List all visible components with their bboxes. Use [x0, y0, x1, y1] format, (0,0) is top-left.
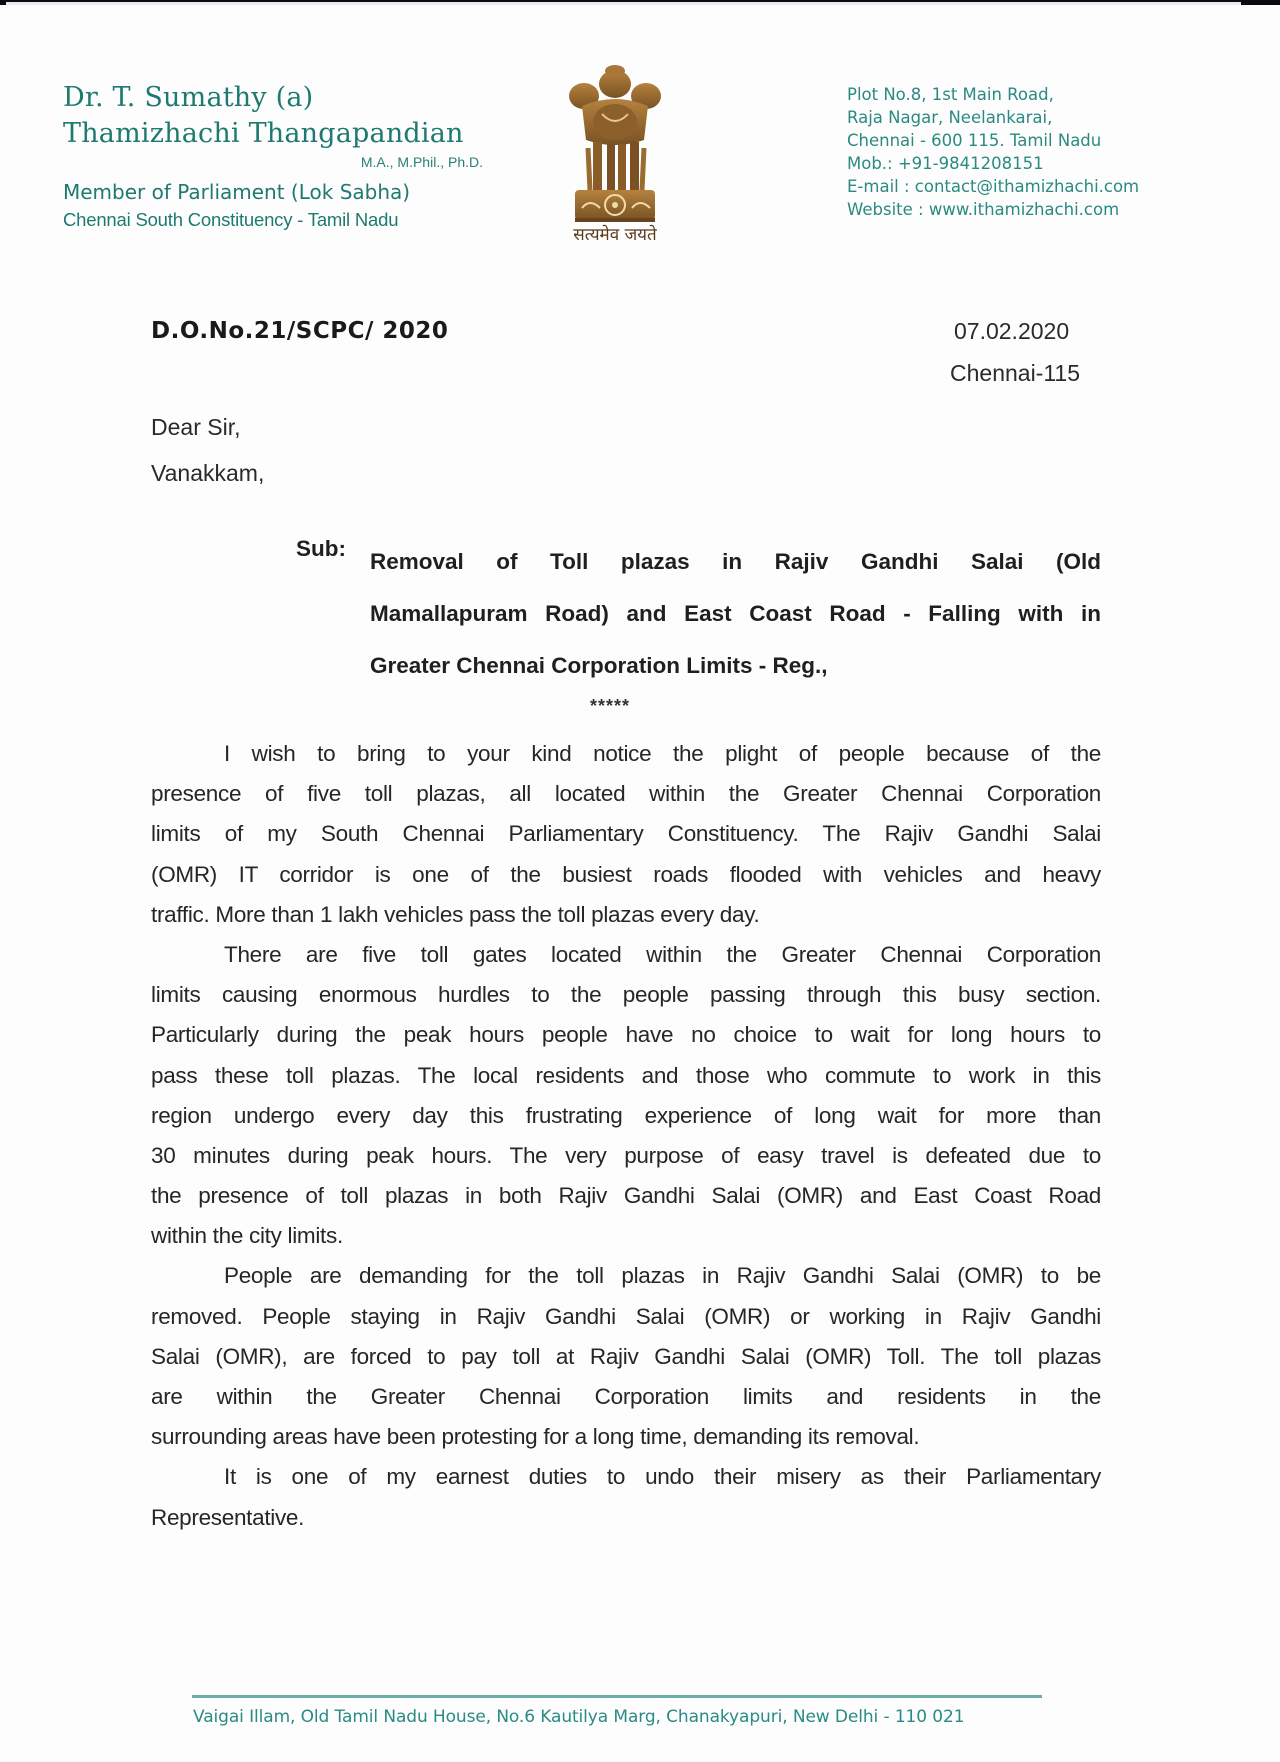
- body-line: the presence of toll plazas in both Rajiv Gandhi Salai (OMR) and East Coast Road: [151, 1183, 1101, 1209]
- body-line: limits causing enormous hurdles to the people passing through this busy section.: [151, 982, 1101, 1008]
- body-line: pass these toll plazas. The local residents and those who commute to work in this: [151, 1062, 1101, 1088]
- paragraph-2: [151, 935, 1101, 1257]
- paragraph-1: [151, 734, 1101, 935]
- subject-label: Sub:: [296, 536, 346, 561]
- letter-place: Chennai-115: [950, 360, 1081, 386]
- address-line: Raja Nagar, Neelankarai,: [847, 108, 1053, 127]
- body-line: removed. People staying in Rajiv Gandhi Salai (OMR) or working in Rajiv Gandhi: [151, 1303, 1101, 1329]
- body-line: are within the Greater Chennai Corporation limits and residents in the: [151, 1384, 1101, 1409]
- body-line: presence of five toll plazas, all located within the Greater Chennai Corporation: [151, 781, 1101, 807]
- address-line: Chennai - 600 115. Tamil Nadu: [847, 131, 1102, 150]
- body-line: Particularly during the peak hours people have no choice to wait for long hours to: [151, 1022, 1101, 1048]
- salutation: [151, 404, 264, 496]
- body-line: There are five toll gates located within the Greater Chennai Corporation: [224, 941, 1101, 967]
- letter-date: 07.02.2020: [954, 318, 1070, 344]
- email-address: E-mail : contact@ithamizhachi.com: [847, 177, 1140, 196]
- letterhead-contact-block: [847, 83, 1139, 221]
- body-line: (OMR) IT corridor is one of the busiest roads flooded with vehicles and heavy: [151, 861, 1101, 887]
- body-line: It is one of my earnest duties to undo their misery as their Parliamentary: [224, 1464, 1101, 1490]
- sender-name-line1: Dr. T. Sumathy (a): [63, 82, 314, 113]
- separator: *****: [590, 696, 631, 716]
- body-line: region undergo every day this frustrating experience of long wait for more than: [151, 1102, 1101, 1128]
- paragraph-4: [151, 1457, 1101, 1537]
- body-line: within the city limits.: [151, 1223, 343, 1249]
- body-line: surrounding areas have been protesting for a long time, demanding its removal.: [151, 1424, 920, 1450]
- body-line: Representative.: [151, 1504, 305, 1530]
- address-line: Plot No.8, 1st Main Road,: [847, 85, 1054, 104]
- emblem-motto: सत्यमेव जयते: [573, 225, 657, 245]
- body-line: I wish to bring to your kind notice the plight of people because of the: [224, 741, 1101, 766]
- subject-line: Mamallapuram Road) and East Coast Road - Falling with in: [370, 601, 1101, 626]
- paragraph-3: [151, 1256, 1101, 1457]
- mobile-number: Mob.: +91-9841208151: [847, 154, 1044, 173]
- letter-body: [151, 734, 1101, 1538]
- footer-divider: [192, 1695, 1042, 1698]
- subject-text: [370, 536, 1101, 692]
- body-line: limits of my South Chennai Parliamentary Constituency. The Rajiv Gandhi Salai: [151, 821, 1101, 847]
- reference-number: D.O.No.21/SCPC/ 2020: [151, 318, 449, 344]
- body-line: 30 minutes during peak hours. The very purpose of easy travel is defeated due to: [151, 1142, 1101, 1168]
- salutation-line: Vanakkam,: [151, 460, 265, 486]
- subject-line: Greater Chennai Corporation Limits - Reg.,: [370, 653, 828, 678]
- sender-constituency: Chennai South Constituency - Tamil Nadu: [63, 209, 399, 230]
- sender-name-line2: Thamizhachi Thangapandian: [63, 118, 464, 149]
- page-top-edge: [6, 2, 1241, 5]
- website-address: Website : www.ithamizhachi.com: [847, 200, 1120, 219]
- sender-qualifications: M.A., M.Phil., Ph.D.: [360, 154, 483, 170]
- body-line: Salai (OMR), are forced to pay toll at Rajiv Gandhi Salai (OMR) Toll. The toll plazas: [151, 1343, 1101, 1369]
- body-line: traffic. More than 1 lakh vehicles pass the toll plazas every day.: [151, 901, 760, 927]
- body-line: People are demanding for the toll plazas in Rajiv Gandhi Salai (OMR) to be: [224, 1263, 1101, 1289]
- letterhead-sender-block: [63, 80, 493, 231]
- salutation-line: Dear Sir,: [151, 414, 241, 440]
- subject-line: Removal of Toll plazas in Rajiv Gandhi Salai (Old: [370, 549, 1101, 574]
- footer-address: Vaigai Illam, Old Tamil Nadu House, No.6 Kautilya Marg, Chanakyapuri, New Delhi - 110 021: [193, 1707, 965, 1727]
- sender-role: Member of Parliament (Lok Sabha): [63, 180, 411, 204]
